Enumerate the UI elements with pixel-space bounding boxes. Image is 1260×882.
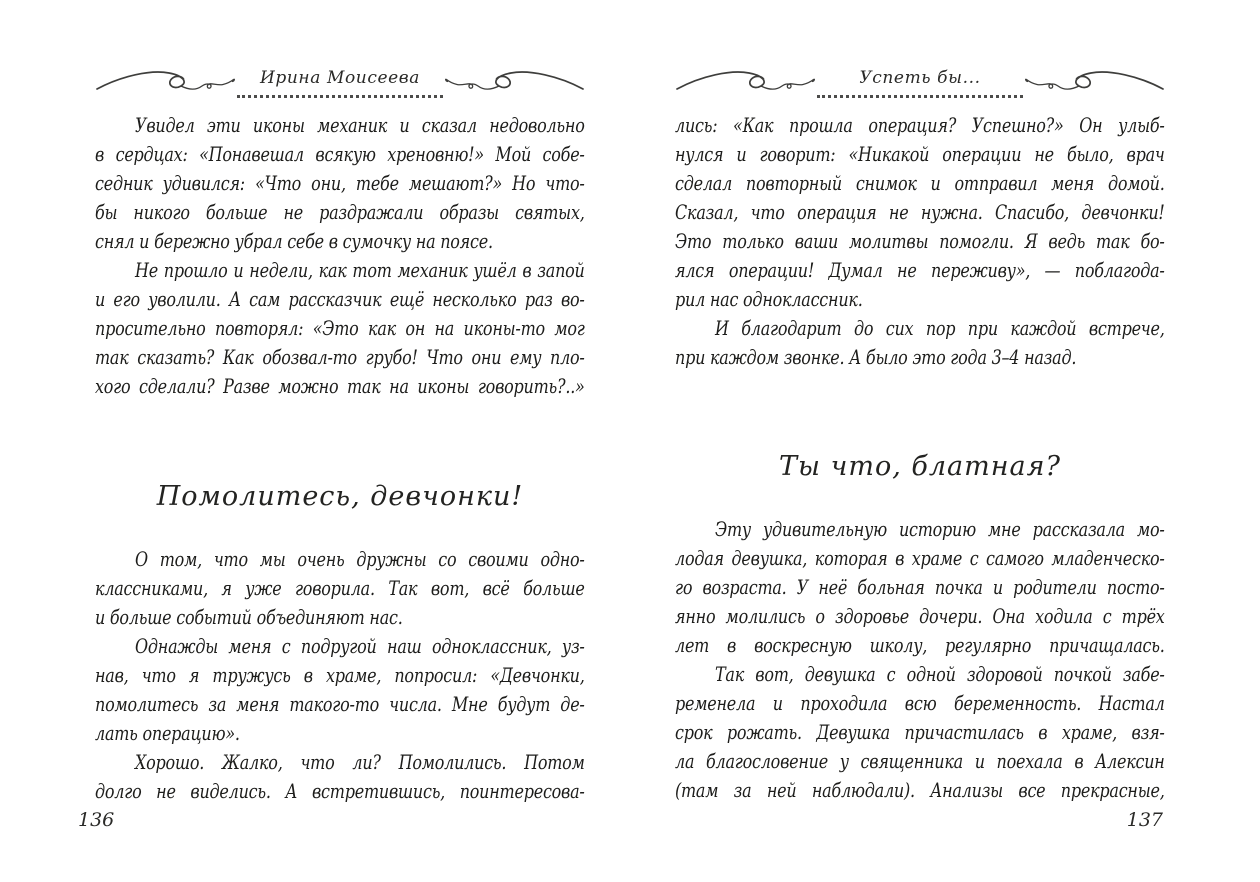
paragraph — [675, 660, 1165, 805]
paragraph — [675, 111, 1165, 314]
paragraph — [675, 314, 1165, 372]
paragraph — [675, 515, 1165, 660]
right-page — [675, 0, 1165, 882]
text-line: так сказать? Как обозвал-то грубо! Что они ему пло- — [95, 345, 585, 369]
text-line: Сказал, что операция не нужна. Спасибо, девчонки! — [675, 200, 1165, 224]
paragraph — [95, 111, 585, 256]
page-number: 136 — [78, 809, 115, 831]
text-line: лодая девушка, которая в храме с самого младенческо- — [675, 546, 1165, 570]
text-line: и больше событий объединяют нас. — [95, 605, 403, 629]
text-line: Увидел эти иконы механик и сказал недовольно — [135, 113, 585, 137]
text-line: Не прошло и недели, как тот механик ушёл в запой — [135, 258, 585, 282]
text-line: срок рожать. Девушка причастилась в храме, взя- — [675, 720, 1165, 744]
left-page-header — [95, 62, 585, 110]
text-line: ла благословение у священника и поехала в Алексин — [675, 749, 1165, 773]
text-line: при каждом звонке. А было это года 3–4 назад. — [675, 345, 1077, 369]
text-line: помолитесь за меня такого-то числа. Мне будут де- — [95, 692, 585, 716]
text-line: ялся операции! Думал не переживу», — поблагода- — [675, 258, 1165, 282]
story-heading: Помолитесь, девчонки! — [156, 481, 524, 512]
paragraph — [95, 632, 585, 748]
text-line: нав, что я тружусь в храме, попросил: «Девчонки, — [95, 663, 585, 687]
text-line: сделал повторный снимок и отправил меня домой. — [675, 171, 1165, 195]
paragraph — [95, 748, 585, 806]
flourish-ornament-right-icon — [1023, 67, 1165, 95]
dotted-divider — [817, 95, 1023, 98]
text-line: нулся и говорит: «Никакой операции не было, врач — [675, 142, 1165, 166]
right-page-header — [675, 62, 1165, 110]
text-line: классниками, я уже говорила. Так вот, всё больше — [95, 576, 585, 600]
text-line: ременела и проходила всю беременность. Настал — [675, 691, 1165, 715]
text-line: Хорошо. Жалко, что ли? Помолились. Потом — [135, 750, 585, 774]
running-head-title: Успеть бы... — [859, 68, 981, 88]
text-line: Эту удивительную историю мне рассказала мо- — [715, 517, 1165, 541]
text-line: лет в воскресную школу, регулярно причащалась. — [675, 633, 1165, 657]
text-line: в сердцах: «Понавешал всякую хреновню!» Мой собе- — [95, 142, 585, 166]
text-line: О том, что мы очень дружны со своими одно- — [135, 547, 585, 571]
text-line: хого сделали? Разве можно так на иконы говорить?..» — [95, 374, 585, 398]
text-line: Однажды меня с подругой наш одноклассник, уз- — [135, 634, 585, 658]
paragraph — [95, 256, 585, 401]
text-line: (там за ней наблюдали). Анализы все прекрасные, — [675, 778, 1165, 802]
flourish-ornament-right-icon — [443, 67, 585, 95]
paragraph — [95, 545, 585, 632]
text-line: Так вот, девушка с одной здоровой почкой забе- — [715, 662, 1165, 686]
text-line: И благодарит до сих пор при каждой встрече, — [715, 316, 1165, 340]
running-head-author: Ирина Моисеева — [259, 68, 421, 88]
text-line: лать операцию». — [95, 721, 240, 745]
text-line: рил нас одноклассник. — [675, 287, 863, 311]
text-line: го возраста. У неё больная почка и родители посто- — [675, 575, 1165, 599]
text-line: лись: «Как прошла операция? Успешно?» Он улыб- — [675, 113, 1165, 137]
text-line: долго не виделись. А встретившись, поинтересова- — [95, 779, 585, 803]
text-line: янно молились о здоровье дочери. Она ходила с трёх — [675, 604, 1165, 628]
page-number: 137 — [1126, 809, 1163, 831]
story-heading: Ты что, блатная? — [778, 451, 1061, 482]
text-line: бы никого больше не раздражали образы святых, — [95, 200, 585, 224]
text-line: седник удивился: «Что они, тебе мешают?» Но что- — [95, 171, 585, 195]
text-line: просительно повторял: «Это как он на иконы-то мог — [95, 316, 585, 340]
text-line: и его уволили. А сам рассказчик ещё несколько раз во- — [95, 287, 585, 311]
text-line: снял и бережно убрал себе в сумочку на поясе. — [95, 229, 493, 253]
dotted-divider — [237, 95, 443, 98]
left-page — [78, 0, 585, 882]
text-line: Это только ваши молитвы помогли. Я ведь так бо- — [675, 229, 1165, 253]
